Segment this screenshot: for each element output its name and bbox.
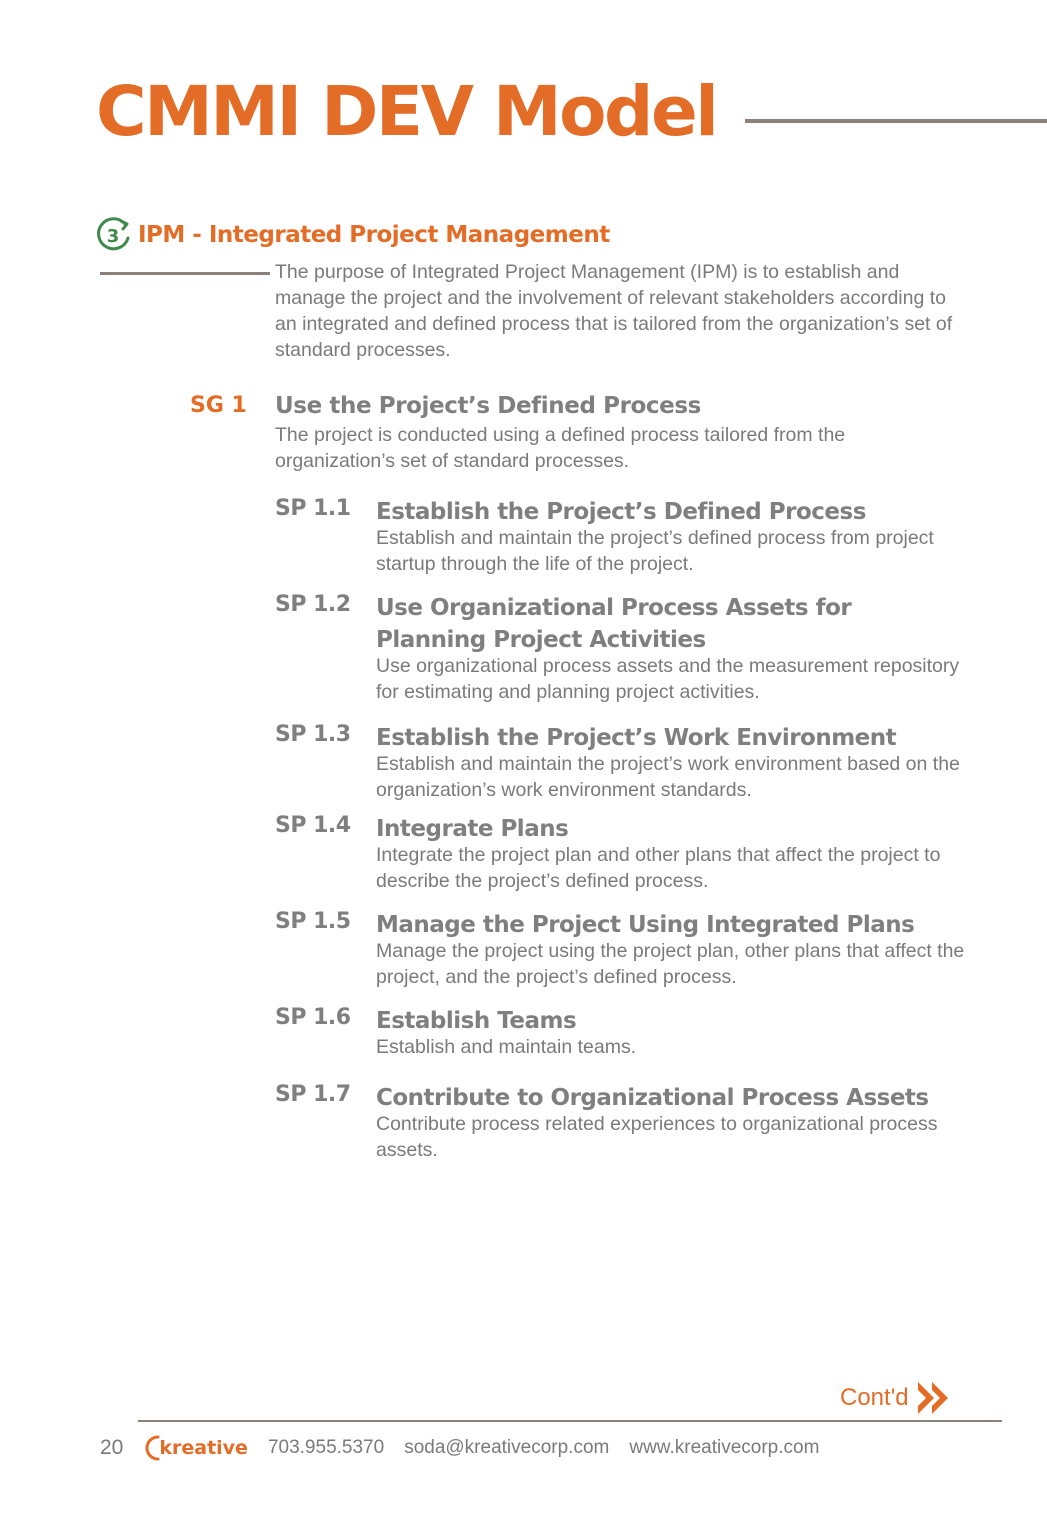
double-chevron-right-icon	[917, 1381, 951, 1415]
practice-description: Establish and maintain the project’s defined process from project startup through the life of the project.	[376, 527, 934, 575]
goal-title: Use the Project’s Defined Process	[275, 393, 701, 419]
footer-phone[interactable]: 703.955.5370	[267, 1437, 385, 1458]
practice-title: Integrate Plans	[376, 816, 569, 842]
practice-title: Establish the Project’s Defined Process	[376, 499, 866, 525]
footer	[100, 1434, 839, 1462]
footer-email[interactable]: soda@kreativecorp.com	[404, 1437, 610, 1458]
practice-description: Use organizational process assets and the measurement repository for estimating and planning project activities.	[376, 655, 960, 703]
goal-description: The project is conducted using a defined process tailored from the organization’s set of standard processes.	[275, 424, 846, 472]
practice-label: SP 1.2	[275, 592, 351, 617]
practice-title: Establish Teams	[376, 1008, 577, 1034]
practice-label: SP 1.4	[275, 813, 351, 838]
practice-description: Establish and maintain the project’s work environment based on the organization’s work environment standards.	[376, 753, 960, 801]
logo-text: kreative	[159, 1437, 248, 1459]
practice-label: SP 1.6	[275, 1005, 351, 1030]
continued-link[interactable]	[840, 1381, 951, 1415]
footer-website[interactable]: www.kreativecorp.com	[629, 1437, 820, 1458]
practice-label: SP 1.5	[275, 909, 351, 934]
page-title: CMMI DEV Model	[96, 72, 717, 152]
practice-title: Contribute to Organizational Process Assets	[376, 1085, 929, 1111]
practice-title: Use Organizational Process Assets for Planning Project Activities	[376, 595, 852, 653]
goal-label: SG 1	[190, 393, 247, 418]
level-3-circle-icon	[96, 216, 132, 254]
practice-description: Establish and maintain teams.	[376, 1036, 637, 1058]
practice-title: Establish the Project’s Work Environment	[376, 725, 897, 751]
title-divider	[745, 119, 1047, 123]
practice-title: Manage the Project Using Integrated Plans	[376, 912, 915, 938]
purpose-divider	[100, 272, 270, 275]
section-heading	[96, 216, 610, 254]
practice-description: Integrate the project plan and other plans that affect the project to describe the project’s defined process.	[376, 844, 941, 892]
practice-label: SP 1.7	[275, 1082, 351, 1107]
section-title: IPM - Integrated Project Management	[138, 222, 610, 248]
purpose-text: The purpose of Integrated Project Management (IPM) is to establish and manage the project and the involvement of relevant stakeholders according to an integrated and defined process that is tailored from the organization’s set of standard processes.	[275, 261, 953, 361]
footer-divider	[138, 1420, 1002, 1422]
practice-label: SP 1.1	[275, 496, 351, 521]
practice-description: Manage the project using the project plan, other plans that affect the project, and the project’s defined process.	[376, 940, 965, 988]
kreative-logo	[141, 1434, 248, 1462]
page-number: 20	[100, 1436, 124, 1459]
practice-label: SP 1.3	[275, 722, 351, 747]
continued-label: Cont'd	[840, 1384, 909, 1411]
practice-description: Contribute process related experiences to organizational process assets.	[376, 1113, 938, 1161]
section-number: 3	[106, 226, 120, 247]
